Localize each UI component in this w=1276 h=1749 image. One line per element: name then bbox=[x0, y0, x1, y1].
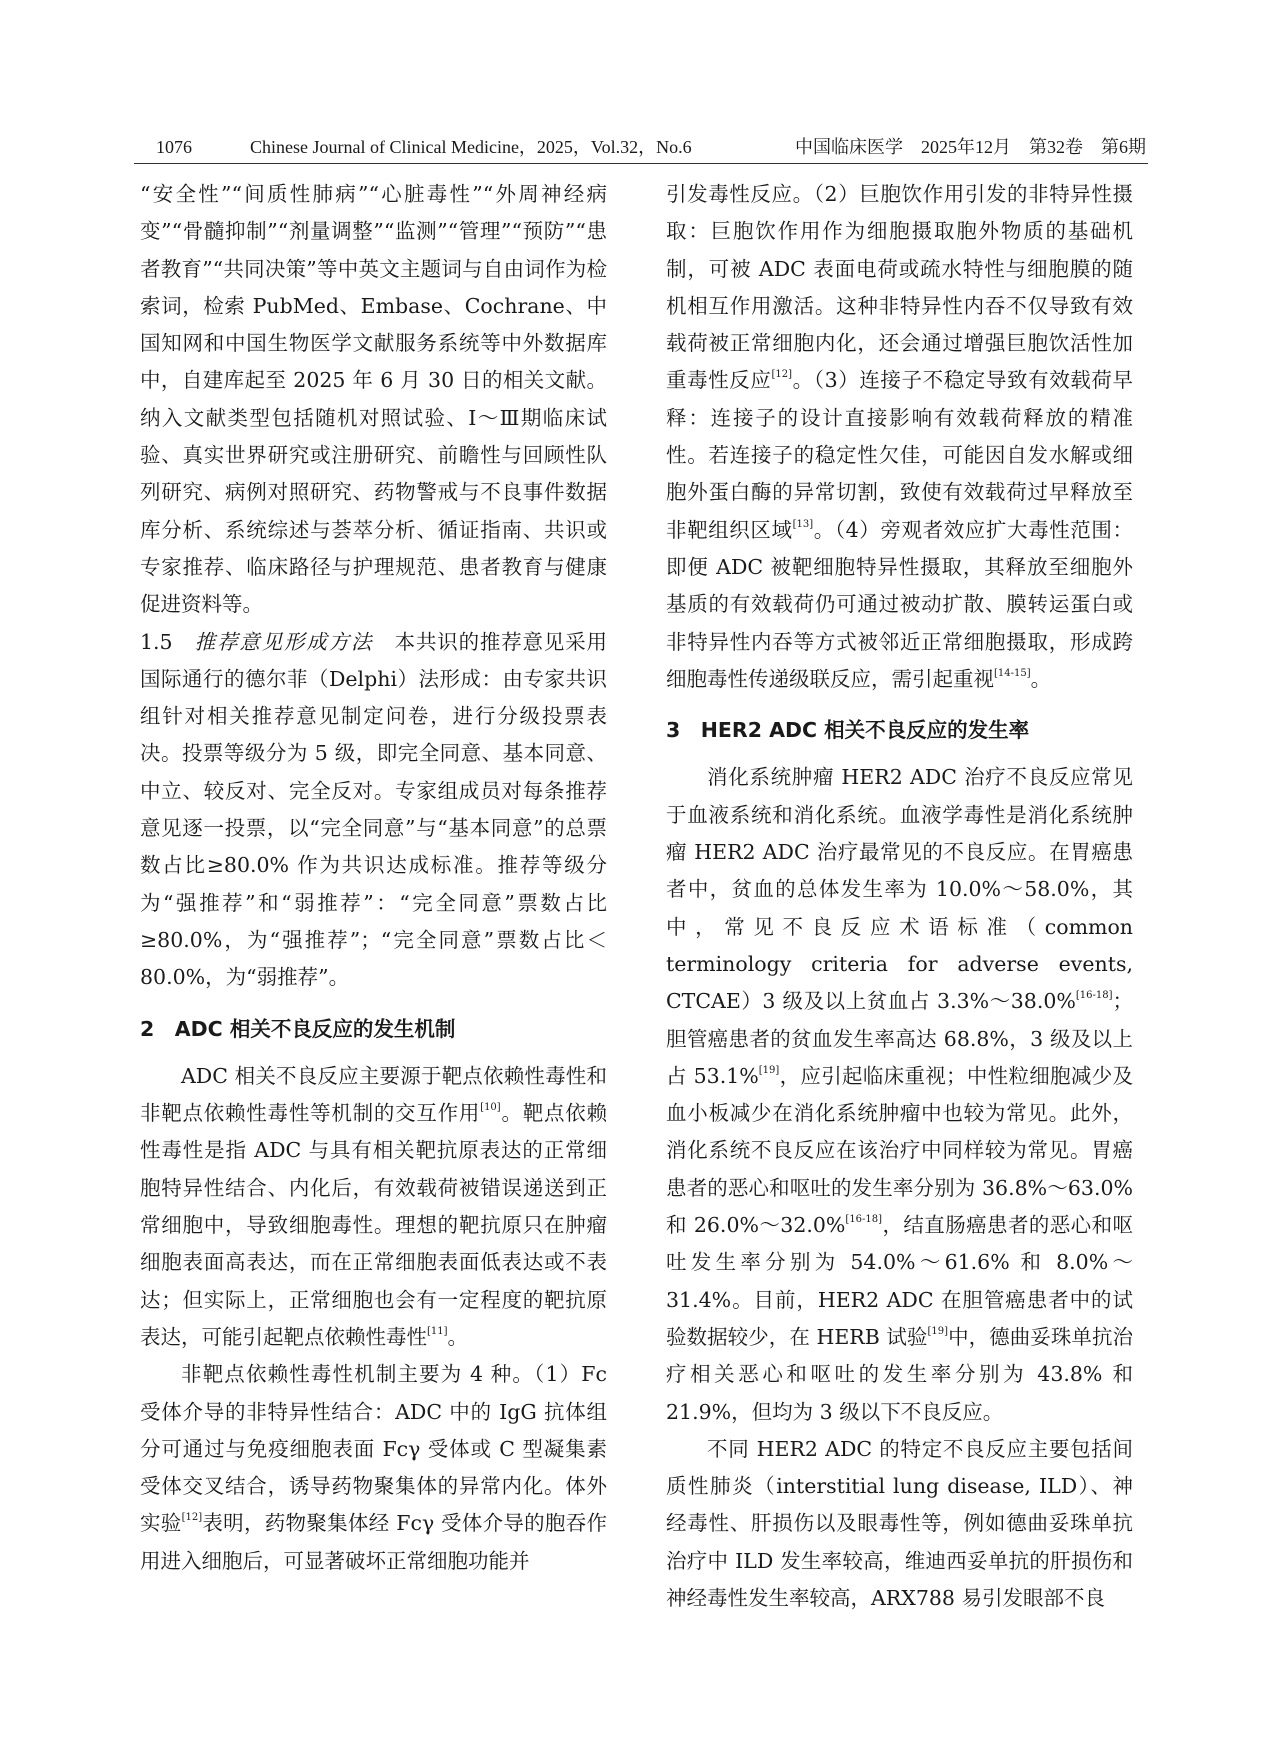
paragraph bbox=[140, 1356, 607, 1580]
citation: [19] bbox=[758, 1064, 780, 1076]
citation: [12] bbox=[771, 369, 793, 381]
citation: [14-15] bbox=[994, 667, 1031, 679]
section-heading: 2 ADC 相关不良反应的发生机制 bbox=[140, 1016, 456, 1041]
journal-title-en: Chinese Journal of Clinical Medicine，2025，Vol.32，No.6 bbox=[250, 137, 692, 157]
paragraph-text: 。（4）旁观者效应扩大毒性范围：即便 ADC 被靶细胞特异性摄取，其释放至细胞外基质的有效载荷仍可通过被动扩散、膜转运蛋白或非特异性内吞等方式被邻近正常细胞摄取，形成跨细胞毒性传递级联反应，需引起重视 bbox=[666, 517, 1133, 691]
paragraph bbox=[140, 1058, 607, 1356]
left-column bbox=[140, 176, 607, 1580]
paragraph: “安全性”“间质性肺病”“心脏毒性”“外周神经病变”“骨髓抑制”“剂量调整”“监测”“管理”“预防”“患者教育”“共同决策”等中英文主题词与自由词作为检索词，检索 PubMed、Embase、Cochrane、中国知网和中国生物医学文献服务系统等中外数据库中，自建库起至 2025 年 6 月 30 日的相关文献。纳入文献类型包括随机对照试验、Ⅰ～Ⅲ期临床试验、真实世界研究或注册研究、前瞻性与回顾性队列研究、病例对照研究、药物警戒与不良事件数据库分析、系统综述与荟萃分析、循证指南、共识或专家推荐、临床路径与护理规范、患者教育与健康促进资料等。 bbox=[140, 182, 607, 617]
citation: [12] bbox=[181, 1512, 203, 1524]
citation: [11] bbox=[427, 1325, 448, 1337]
paragraph bbox=[666, 176, 1133, 698]
paragraph-text: 本共识的推荐意见采用国际通行的德尔菲（Delphi）法形成：由专家共识组针对相关推荐意见制定问卷，进行分级投票表决。投票等级分为 5 级，即完全同意、基本同意、中立、较反对、完全反对。专家组成员对每条推荐意见逐一投票，以“完全同意”与“基本同意”的总票数占比≥80.0% 作为共识达成标准。推荐等级分为“强推荐”和“弱推荐”：“完全同意”票数占比≥80.0%，为“强推荐”；“完全同意”票数占比＜80.0%，为“弱推荐”。 bbox=[140, 629, 608, 990]
citation: [16-18] bbox=[1075, 990, 1113, 1002]
subsection-paragraph bbox=[140, 624, 607, 997]
paragraph-text: 。 bbox=[447, 1324, 469, 1349]
paragraph-text: 。（3）连接子不稳定导致有效载荷早释：连接子的设计直接影响有效载荷释放的精准性。若连接子的稳定性欠佳，可能因自发水解或细胞外蛋白酶的异常切割，致使有效载荷过早释放至非靶组织区域 bbox=[666, 368, 1134, 542]
paragraph-text: 消化系统肿瘤 HER2 ADC 治疗不良反应常见于血液系统和消化系统。血液学毒性是消化系统肿瘤 HER2 ADC 治疗最常见的不良反应。在胃癌患者中，贫血的总体发生率为 10.0%～58.0%，其中，常见不良反应术语标准（common terminology criteria for adverse events, CTCAE）3 级及以上贫血占 3.3%～38.0% bbox=[666, 765, 1133, 1014]
paragraph-text: ；胆管癌患者的贫血发生率高达 68.8%，3 级及以上占 53.1% bbox=[666, 989, 1133, 1088]
page-number: 1076 bbox=[156, 137, 192, 157]
citation: [16-18] bbox=[845, 1214, 883, 1226]
paragraph-text: 表明，药物聚集体经 Fcγ 受体介导的胞吞作用进入细胞后，可显著破坏正常细胞功能并 bbox=[140, 1511, 607, 1573]
paragraph-text: ，结直肠癌患者的恶心和呕吐发生率分别为 54.0%～61.6% 和 8.0%～31.4%。目前，HER2 ADC 在胆管癌患者中的试验数据较少，在 HERB 试验 bbox=[666, 1213, 1134, 1349]
paragraph: 不同 HER2 ADC 的特定不良反应主要包括间质性肺炎（interstitial lung disease, ILD）、神经毒性、肝损伤以及眼毒性等，例如德曲妥珠单抗治疗中 ILD 发生率较高，维迪西妥单抗的肝损伤和神经毒性发生率较高，ARX788 易引发眼部不良 bbox=[666, 1436, 1133, 1610]
citation: [10] bbox=[480, 1102, 501, 1114]
paragraph-text: 非靶点依赖性毒性机制主要为 4 种。（1）Fc 受体介导的非特异性结合：ADC 中的 IgG 抗体组分可通过与免疫细胞表面 Fcγ 受体或 C 型凝集素受体交叉结合，诱导药物聚集体的异常内化。体外实验 bbox=[140, 1362, 607, 1536]
paragraph bbox=[666, 759, 1133, 1430]
subsection-title: 推荐意见形成方法 bbox=[194, 629, 374, 654]
journal-title-cn: 中国临床医学 2025年12月 第32卷 第6期 bbox=[795, 137, 1146, 157]
paragraph-text: 。靶点依赖性毒性是指 ADC 与具有相关靶抗原表达的正常细胞特异性结合、内化后，有效载荷被错误递送到正常细胞中，导致细胞毒性。理想的靶抗原只在肿瘤细胞表面高表达，而在正常细胞表面低表达或不表达；但实际上，正常细胞也会有一定程度的靶抗原表达，可能引起靶点依赖性毒性 bbox=[140, 1101, 608, 1349]
section-heading: 3 HER2 ADC 相关不良反应的发生率 bbox=[666, 718, 1030, 743]
running-header bbox=[142, 134, 1146, 160]
paragraph-text: ，应引起临床重视；中性粒细胞减少及血小板减少在消化系统肿瘤中也较为常见。此外，消化系统不良反应在该治疗中同样较为常见。胃癌患者的恶心和呕吐的发生率分别为 36.8%～63.0% 和 26.0%～32.0% bbox=[666, 1063, 1134, 1238]
paragraph-text: 引发毒性反应。（2）巨胞饮作用引发的非特异性摄取：巨胞饮作用作为细胞摄取胞外物质的基础机制，可被 ADC 表面电荷或疏水特性与细胞膜的随机相互作用激活。这种非特异性内吞不仅导致有效载荷被正常细胞内化，还会通过增强巨胞饮活性加重毒性反应 bbox=[666, 182, 1133, 393]
header-rule bbox=[134, 163, 1148, 164]
right-column bbox=[666, 176, 1133, 1617]
paragraph-text: 。 bbox=[1030, 666, 1052, 691]
paragraph-text: 中，德曲妥珠单抗治疗相关恶心和呕吐的发生率分别为 43.8% 和 21.9%，但均为 3 级以下不良反应。 bbox=[666, 1324, 1134, 1424]
citation: [13] bbox=[792, 518, 814, 530]
citation: [19] bbox=[927, 1325, 949, 1337]
paragraph-text: ADC 相关不良反应主要源于靶点依赖性毒性和非靶点依赖性毒性等机制的交互作用 bbox=[140, 1063, 607, 1126]
subsection-number: 1.5 bbox=[140, 629, 173, 654]
